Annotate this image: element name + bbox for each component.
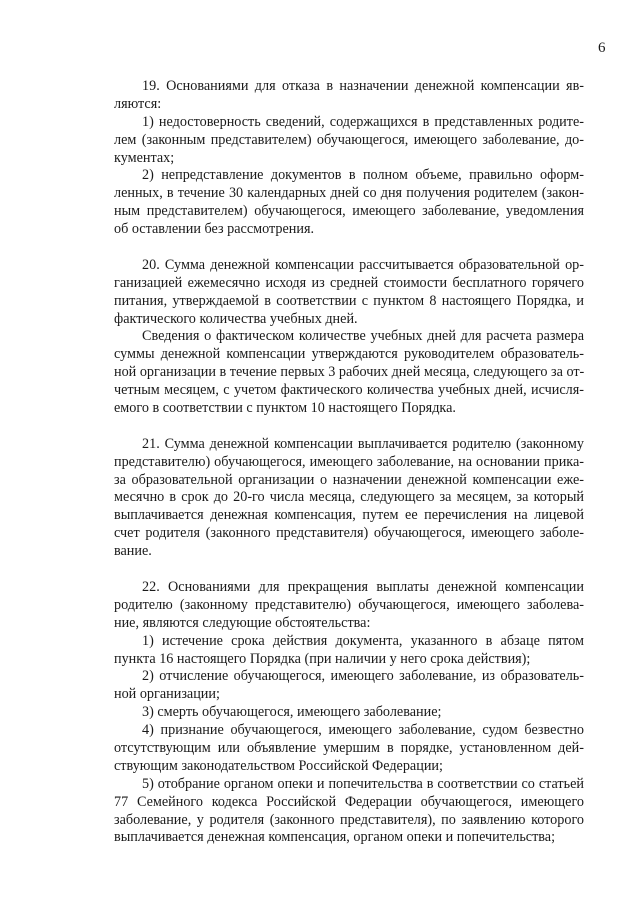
paragraph-line: вание. [114, 543, 152, 560]
paragraph-line: ганизацией ежемесячно исходя из средней стоимости бесплатного горячего [114, 274, 584, 291]
paragraph-line: суммы денежной компенсации утверждаются руководителем образователь- [114, 346, 584, 363]
paragraph-line: емого в соответствии с пунктом 10 настоящего Порядка. [114, 400, 456, 417]
paragraph-line: Сведения о фактическом количестве учебных дней для расчета размера [142, 328, 584, 345]
paragraph [114, 328, 584, 417]
paragraph-line: 5) отобрание органом опеки и попечительства в соответствии со статьей [142, 775, 584, 792]
paragraph-line: четным месяцем, с учетом фактического количества учебных дней, исчисля- [114, 382, 584, 399]
paragraph-line: кументах; [114, 149, 175, 166]
paragraph-line: ной организации в течение первых 3 рабочих дней месяца, следующего за от- [114, 364, 585, 381]
paragraph-line: 21. Сумма денежной компенсации выплачивается родителю (законному [142, 435, 584, 452]
paragraph-line: фактического количества учебных дней. [114, 310, 358, 327]
paragraph-line: 20. Сумма денежной компенсации рассчитывается образовательной ор- [142, 256, 584, 273]
paragraph-gap [114, 561, 584, 579]
paragraph [114, 704, 584, 722]
document-body [114, 78, 584, 847]
paragraph-line: лем (законным представителем) обучающегося, имеющего заболевание, до- [114, 131, 584, 148]
paragraph-line: 2) непредставление документов в полном объеме, правильно оформ- [142, 167, 584, 184]
paragraph-line: 77 Семейного кодекса Российской Федерации обучающегося, имеющего [114, 793, 584, 810]
paragraph [114, 776, 584, 848]
paragraph-line: месячно в срок до 20-го числа месяца, следующего за месяцем, за который [114, 489, 584, 506]
paragraph [114, 167, 584, 239]
paragraph-line: 19. Основаниями для отказа в назначении денежной компенсации яв- [142, 78, 584, 94]
paragraph-line: питания, утверждаемой в соответствии с пунктом 8 настоящего Порядка, и [114, 292, 584, 309]
paragraph-line: 2) отчисление обучающегося, имеющего заболевание, из образователь- [142, 668, 584, 685]
paragraph-line: 1) истечение срока действия документа, указанного в абзаце пятом [142, 632, 584, 649]
paragraph-line: 3) смерть обучающегося, имеющего заболевание; [142, 704, 442, 721]
paragraph [114, 668, 584, 704]
paragraph-gap [114, 239, 584, 257]
paragraph-line: заболевание, у родителя (законного представителя), по заявлению которого [114, 811, 584, 828]
paragraph-line: ствующим законодательством Российской Федерации; [114, 757, 443, 774]
paragraph [114, 436, 584, 561]
paragraph [114, 722, 584, 776]
paragraph-line: ляются: [114, 95, 162, 112]
paragraph-line: об оставлении без рассмотрения. [114, 221, 315, 238]
paragraph-line: отсутствующим или объявление умершим в порядке, установленном дей- [114, 739, 584, 756]
paragraph-gap [114, 418, 584, 436]
paragraph [114, 633, 584, 669]
paragraph-line: пункта 16 настоящего Порядка (при наличии у него срока действия); [114, 650, 531, 667]
paragraph-line: выплачивается денежная компенсация, путем ее перечисления на лицевой [114, 507, 584, 524]
paragraph [114, 579, 584, 633]
paragraph-line: родителю (законному представителю) обучающегося, имеющего заболева- [114, 596, 584, 613]
paragraph [114, 78, 584, 114]
page-number: 6 [598, 40, 606, 56]
paragraph-line: ленных, в течение 30 календарных дней со дня получения родителем (закон- [114, 185, 584, 202]
paragraph [114, 114, 584, 168]
paragraph-line: 1) недостоверность сведений, содержащихся в представленных родите- [142, 113, 584, 130]
paragraph-line: представителю) обучающегося, имеющего заболевание, на основании прика- [114, 453, 584, 470]
paragraph-line: счет родителя (законного представителя) обучающегося, имеющего заболе- [114, 525, 584, 542]
paragraph-line: за образовательной организации о назначении денежной компенсации еже- [114, 471, 584, 488]
paragraph-line: выплачивается денежная компенсация, органом опеки и попечительства; [114, 829, 556, 846]
paragraph-line: ным представителем) обучающегося, имеющего заболевание, уведомления [114, 203, 584, 220]
paragraph-line: 4) признание обучающегося, имеющего заболевание, судом безвестно [142, 722, 584, 739]
paragraph [114, 257, 584, 329]
paragraph-line: ной организации; [114, 686, 220, 703]
paragraph-line: 22. Основаниями для прекращения выплаты денежной компенсации [142, 578, 584, 595]
paragraph-line: ние, являются следующие обстоятельства: [114, 614, 371, 631]
